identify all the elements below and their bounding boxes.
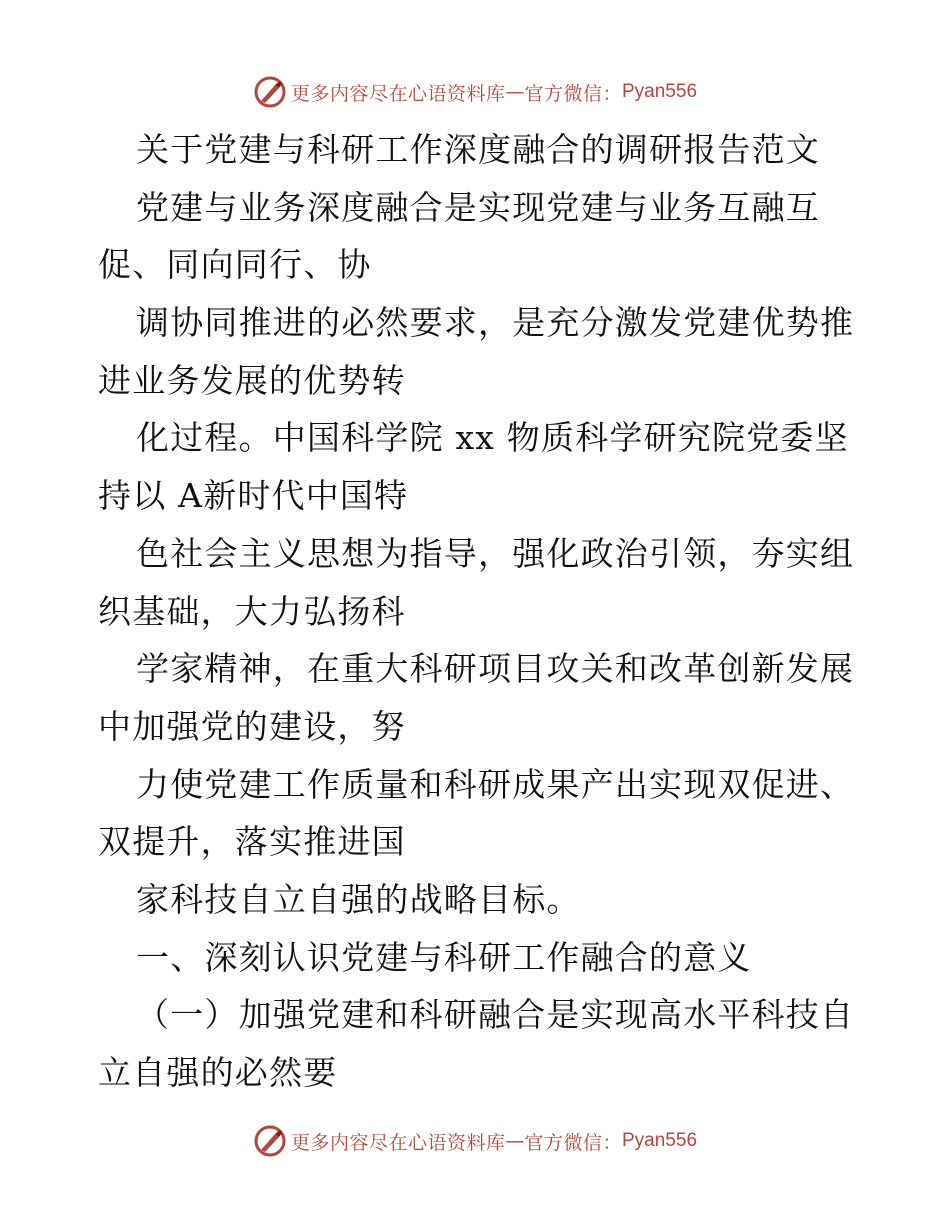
footer-contact-id: Pyan556 xyxy=(622,1130,698,1151)
body-line: 进业务发展的优势转 xyxy=(98,360,406,400)
footer-promo-text: 更多内容尽在心语资料库 xyxy=(290,1131,506,1154)
body-line: 促、同向同行、协 xyxy=(98,245,372,285)
body-line: 党建与业务深度融合是实现党建与业务互融互 xyxy=(136,187,820,227)
header-watermark xyxy=(0,72,950,112)
body-line: 立自强的必然要 xyxy=(98,1053,338,1092)
body-line: 调协同推进的必然要求，是充分激发党建优势推 xyxy=(136,303,855,343)
body-line: 持以 A新时代中国特 xyxy=(98,476,409,516)
body-line: 中加强党的建设，努 xyxy=(98,706,406,746)
document-title: 关于党建与科研工作深度融合的调研报告范文 xyxy=(136,130,820,169)
header-contact-label: 官方微信： xyxy=(524,82,622,105)
body-line: 双提升，落实推进国 xyxy=(98,822,406,862)
footer-separator: — xyxy=(505,1130,525,1152)
pen-logo-icon xyxy=(253,1124,287,1158)
header-contact-id: Pyan556 xyxy=(622,81,698,102)
subsection-heading: （一）加强党建和科研融合是实现高水平科技自 xyxy=(136,995,855,1035)
body-line: 学家精神，在重大科研项目攻关和改革创新发展 xyxy=(136,649,855,689)
pen-logo-icon xyxy=(253,75,287,109)
footer-watermark xyxy=(0,1121,950,1161)
body-line: 色社会主义思想为指导，强化政治引领，夯实组 xyxy=(136,533,855,573)
body-line: 力使党建工作质量和科研成果产出实现双促进、 xyxy=(136,764,855,804)
footer-contact-label: 官方微信： xyxy=(524,1131,622,1154)
header-promo-text: 更多内容尽在心语资料库 xyxy=(290,82,506,105)
body-line: 织基础，大力弘扬科 xyxy=(98,591,406,631)
header-separator: — xyxy=(505,81,525,103)
document-body xyxy=(98,121,858,1102)
body-line: 家科技自立自强的战略目标。 xyxy=(136,879,581,919)
body-line: 化过程。中国科学院 xx 物质科学研究院党委坚 xyxy=(136,418,849,458)
section-heading: 一、深刻认识党建与科研工作融合的意义 xyxy=(136,937,752,977)
